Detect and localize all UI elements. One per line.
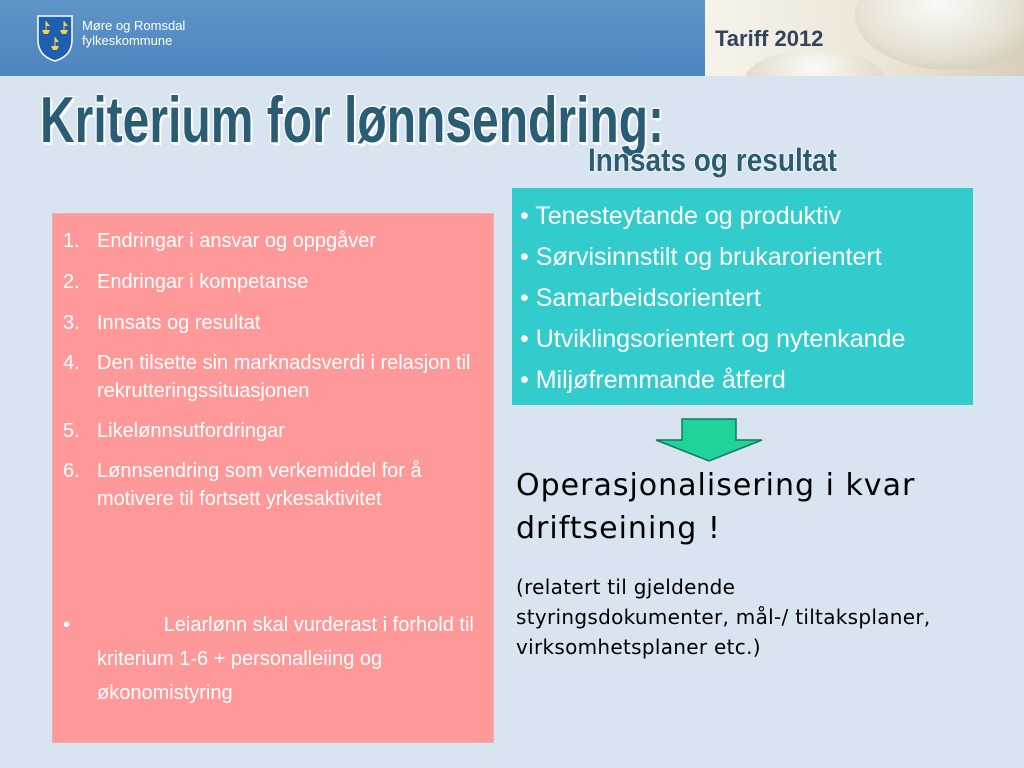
operationalisation-note: (relatert til gjeldende styringsdokumenter, mål-/ tiltaksplaner, virksomhetsplaner etc.) — [516, 575, 931, 659]
header-bar — [0, 0, 1024, 76]
criteria-number: 3. — [63, 312, 80, 334]
tariff-label: Tariff 2012 — [715, 26, 824, 51]
criteria-text: Endringar i ansvar og oppgåver — [97, 230, 377, 252]
criteria-item — [63, 226, 488, 256]
criteria-text: Endringar i kompetanse — [97, 271, 309, 293]
effort-criteria-item: • Miljøfremmande åtferd — [520, 366, 786, 394]
effort-criteria-item: • Samarbeidsorientert — [520, 284, 761, 312]
criteria-item — [63, 349, 488, 405]
down-arrow-icon — [654, 418, 764, 462]
leader-pay-text: Leiarlønn skal vurderast i forhold til kriterium 1-6 + personalleiing og økonomistyring — [97, 614, 480, 704]
operationalisation-heading: Operasjonalisering i kvar driftseining ! — [516, 468, 916, 546]
coat-of-arms-icon — [36, 14, 74, 62]
criteria-number: 4. — [63, 352, 80, 374]
organisation-name — [82, 18, 185, 48]
criteria-item — [63, 267, 488, 297]
criteria-text: Den tilsette sin marknadsverdi i relasjon til rekrutteringssituasjonen — [97, 352, 471, 402]
criteria-text: Likelønnsutfordringar — [97, 420, 285, 442]
org-name-line2: fylkeskommune — [82, 33, 173, 48]
coin-image — [855, 0, 1024, 70]
criteria-text: Innsats og resultat — [97, 312, 261, 334]
criteria-number: 6. — [63, 460, 80, 482]
slide-subtitle: Innsats og resultat — [588, 142, 837, 178]
criteria-number: 5. — [63, 420, 80, 442]
criteria-item — [63, 308, 488, 338]
leader-pay-item — [63, 608, 488, 710]
criteria-list — [63, 226, 488, 524]
effort-criteria-item: • Tenesteytande og produktiv — [520, 202, 842, 230]
slide-title: Kriterium for lønnsendring: — [40, 85, 664, 157]
coin-image — [745, 50, 885, 76]
criteria-item — [63, 457, 488, 513]
effort-criteria-box — [512, 188, 973, 405]
effort-criteria-list — [520, 196, 905, 401]
criteria-text: Lønnsendring som verkemiddel for å motivere til fortsett yrkesaktivitet — [97, 460, 422, 510]
effort-criteria-item: • Utviklingsorientert og nytenkande — [520, 325, 906, 353]
bullet-icon: • — [63, 614, 71, 636]
effort-criteria-item: • Sørvisinnstilt og brukarorientert — [520, 243, 882, 271]
criteria-item — [63, 416, 488, 446]
tariff-banner — [705, 0, 1024, 76]
org-name-line1: Møre og Romsdal — [82, 18, 186, 33]
criteria-number: 1. — [63, 230, 80, 252]
criteria-number: 2. — [63, 271, 80, 293]
criteria-box — [52, 213, 494, 743]
